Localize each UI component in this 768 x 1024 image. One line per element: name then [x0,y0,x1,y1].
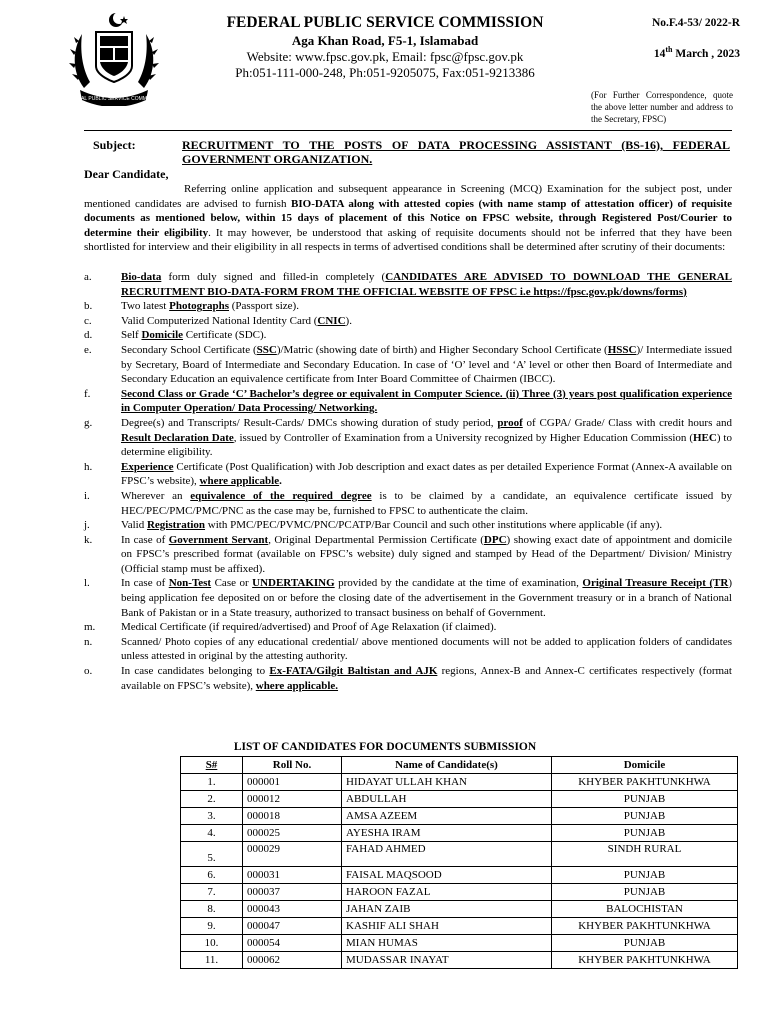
cell-name: MIAN HUMAS [342,935,552,952]
requirement-a: a. Bio-data form duly signed and filled-in completely (CANDIDATES ARE ADVISED TO DOWNLOAD THE GENERAL RECRUITMENT BIO-DATA-FORM FROM THE OFFICIAL WEBSITE OF FPSC i.e https://fpsc.gov.pk/downs/forms) [84,271,733,298]
requirement-i: i. Wherever an equivalence of the required degree is to be claimed by a candidate, an equivalence certificate issued by HEC/PEC/PMC/PMC/PNC as the case may be, furnished to FPSC to authenticate the claim. [84,489,732,517]
table-row [181,867,738,884]
cell-name: FAHAD AHMED [342,842,552,867]
cell-domicile: PUNJAB [552,935,738,952]
cell-roll: 000012 [243,791,342,808]
correspondence-note: (For Further Correspondence, quote the above letter number and address to the Secretary, FPSC) [591,90,733,124]
cell-domicile: KHYBER PAKHTUNKHWA [552,774,738,791]
fpsc-emblem-icon [66,10,162,106]
table-row [181,842,738,867]
org-website-email: Website: www.fpsc.gov.pk, Email: fpsc@fpsc.gov.pk [246,49,524,64]
fpsc-logo [66,10,162,106]
cell-sno: 10. [181,935,243,952]
cell-roll: 000043 [243,901,342,918]
cell-sno: 8. [181,901,243,918]
org-address: Aga Khan Road, F5-1, Islamabad [291,33,479,48]
requirement-k: k. In case of Government Servant, Original Departmental Permission Certificate (DPC) showing exact date of appointment and domicile on FPSC’s prescribed format (available on FPSC’s website) duly signed and stamped by Head of the Department/ Division/ Ministry (Official stamp must be affixed). [84,533,732,575]
cell-name: AMSA AZEEM [342,808,552,825]
candidates-table [180,756,738,969]
cell-roll: 000025 [243,825,342,842]
cell-sno: 11. [181,952,243,969]
requirement-o: o. In case candidates belonging to Ex-FATA/Gilgit Baltistan and AJK regions, Annex-B and Annex-C certificates respectively (format available on FPSC’s website), where applicable. [84,665,732,692]
cell-name: HIDAYAT ULLAH KHAN [342,774,552,791]
table-row [181,774,738,791]
requirement-m: m. Medical Certificate (if required/advertised) and Proof of Age Relaxation (if claimed). [84,621,497,634]
table-row [181,918,738,935]
cell-roll: 000001 [243,774,342,791]
candidates-table-title: LIST OF CANDIDATES FOR DOCUMENTS SUBMISSION [233,741,537,753]
reference-date: 14th March , 2023 [653,45,740,60]
requirements-list [84,270,732,693]
header-roll: Roll No. [243,757,342,774]
requirement-d: d. Self Domicile Certificate (SDC). [84,329,267,342]
cell-name: AYESHA IRAM [342,825,552,842]
cell-sno: 1. [181,774,243,791]
cell-sno: 9. [181,918,243,935]
header-divider [84,130,732,131]
table-row [181,808,738,825]
requirement-f: f. Second Class or Grade ‘C’ Bachelor’s degree or equivalent in Computer Science. (ii) Three (3) years post qualification experience in Computer Operation/ Data Processing/ Networking. [84,387,732,415]
requirement-b: b. Two latest Photographs (Passport size). [84,300,299,313]
header-name: Name of Candidate(s) [342,757,552,774]
cell-name: ABDULLAH [342,791,552,808]
cell-domicile: PUNJAB [552,884,738,901]
cell-name: MUDASSAR INAYAT [342,952,552,969]
cell-domicile: PUNJAB [552,808,738,825]
cell-name: HAROON FAZAL [342,884,552,901]
header-sno: S# [181,757,243,774]
cell-roll: 000031 [243,867,342,884]
cell-roll: 000018 [243,808,342,825]
requirement-j: j. Valid Registration with PMC/PEC/PVMC/PNC/PCATP/Bar Council and such other institutions where applicable (if any). [84,519,663,532]
table-row [181,825,738,842]
org-phones: Ph:051-111-000-248, Ph:051-9205075, Fax:051-9213386 [235,65,535,80]
cell-sno: 4. [181,825,243,842]
cell-domicile: PUNJAB [552,867,738,884]
requirement-e: e. Secondary School Certificate (SSC)/Matric (showing date of birth) and Higher Secondary School Certificate (HSSC)/ Intermediate issued by Secretary, Board of Intermediate and Secondary Education. In case of ‘O’ level and ‘A’ level or other then Board of Intermediate and Secondary Education an equivalence certificate from Inter Board Committee of Chairmen (IBCC). [84,343,732,386]
cell-roll: 000062 [243,952,342,969]
cell-roll: 000054 [243,935,342,952]
intro-paragraph: Referring online application and subsequent appearance in Screening (MCQ) Examination for the subject post, under mentioned candidates are advised to furnish BIO-DATA along with attested copies (with name stamp of attestation officer) of requisite documents as mentioned below, within 15 days of placement of this Notice on FPSC website, through Registered Post/Courier to determine their eligibility. It may however, be understood that asking of requisite documents should not be inferred that they have been shortlisted for interview and their eligibility in all respects in terms of advertised conditions shall be determined after scrutiny of their documents: [84,183,732,253]
table-header-row [181,757,738,774]
cell-name: KASHIF ALI SHAH [342,918,552,935]
cell-sno: 2. [181,791,243,808]
cell-roll: 000047 [243,918,342,935]
requirement-l: l. In case of Non-Test Case or UNDERTAKING provided by the candidate at the time of examination, Original Treasure Receipt (TR) being application fee deposited on or before the closing date of the advertisement in the Government treasury or in a branch of National Bank of Pakistan or in a State treasury, authorized to transact business on behalf of Government. [84,577,733,619]
cell-domicile: PUNJAB [552,825,738,842]
table-row [181,884,738,901]
cell-roll: 000037 [243,884,342,901]
requirement-c: c. Valid Computerized National Identity Card (CNIC). [84,314,352,327]
reference-number: No.F.4-53/ 2022-R [651,17,740,29]
cell-sno: 3. [181,808,243,825]
cell-sno: 7. [181,884,243,901]
org-name: FEDERAL PUBLIC SERVICE COMMISSION [226,14,544,31]
cell-domicile: KHYBER PAKHTUNKHWA [552,952,738,969]
table-row [181,901,738,918]
svg-text:FEDERAL PUBLIC SERVICE COMMISS: FEDERAL PUBLIC SERVICE COMMISSION [66,96,162,102]
cell-sno: 6. [181,867,243,884]
requirement-g: g. Degree(s) and Transcripts/ Result-Cards/ DMCs showing duration of study period, proof of CGPA/ Grade/ Class with credit hours and Result Declaration Date, issued by Controller of Examination from a University recognized by Higher Education Commission (HEC) to determine eligibility. [84,416,732,459]
cell-name: JAHAN ZAIB [342,901,552,918]
requirement-h: h. Experience Certificate (Post Qualification) with Job description and exact dates as per detailed Experience Format (Annex-A available on FPSC’s website), where applicable. [84,460,732,488]
cell-sno: 5. [181,842,243,867]
table-row [181,935,738,952]
subject-label: Subject: [93,138,136,152]
header-domicile: Domicile [552,757,738,774]
table-row [181,952,738,969]
cell-name: FAISAL MAQSOOD [342,867,552,884]
cell-domicile: SINDH RURAL [552,842,738,867]
cell-roll: 000029 [243,842,342,867]
subject-text: RECRUITMENT TO THE POSTS OF DATA PROCESSING ASSISTANT (BS-16), FEDERAL GOVERNMENT ORGANIZATION. [182,138,730,166]
table-row [181,791,738,808]
cell-domicile: KHYBER PAKHTUNKHWA [552,918,738,935]
cell-domicile: PUNJAB [552,791,738,808]
salutation: Dear Candidate, [84,167,169,181]
requirement-n: n. Scanned/ Photo copies of any educational credential/ above mentioned documents will not be added to application folders of candidates unless attested in original by the attesting authority. [84,635,732,663]
cell-domicile: BALOCHISTAN [552,901,738,918]
